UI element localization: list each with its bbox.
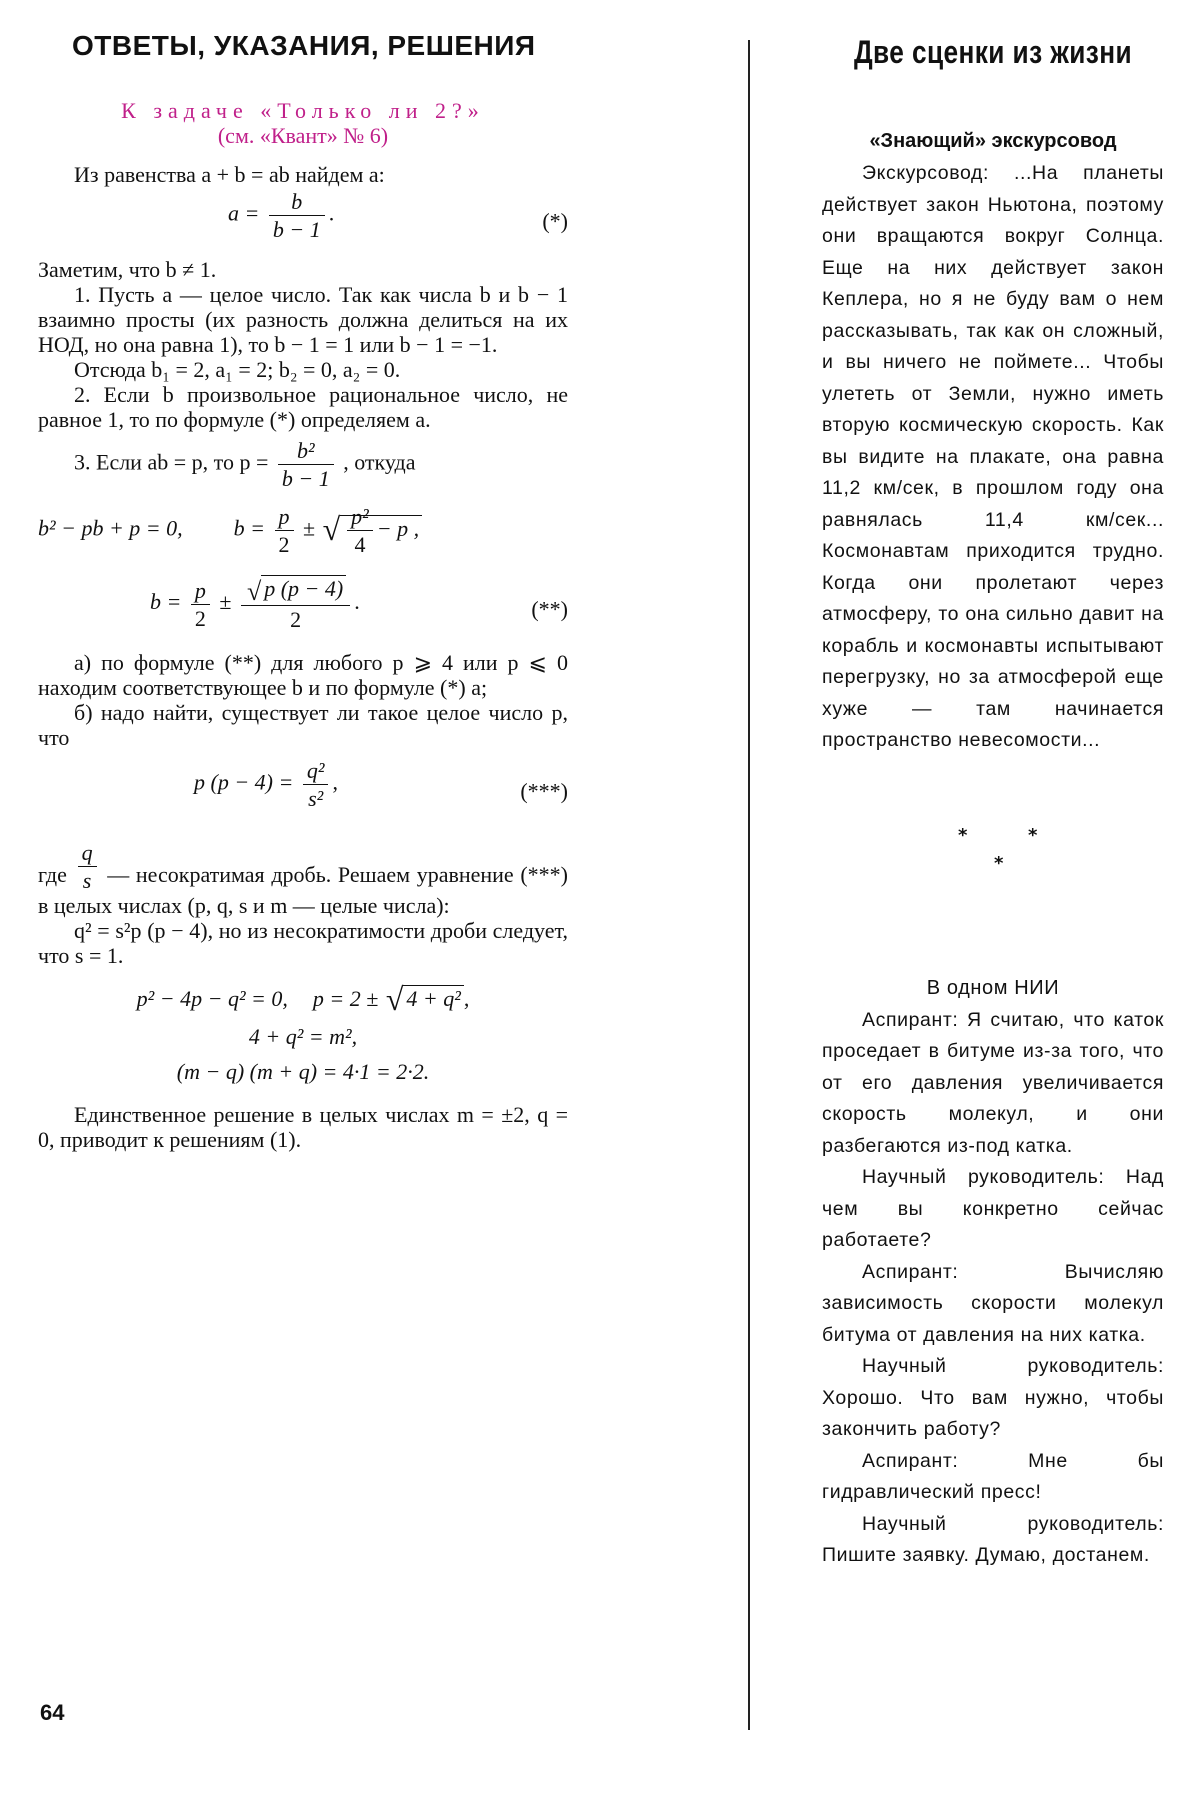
equation-star: [38, 189, 568, 253]
eq-quad-radicand: [340, 504, 422, 557]
eq-quad-pm: ±: [303, 515, 316, 541]
equation-p: [38, 438, 568, 498]
sqrt-icon: √: [385, 981, 404, 1017]
eq-line2: 4 + q² = m²,: [248, 1024, 358, 1049]
eq-quad-b: b =: [233, 515, 265, 541]
eq-line1-a: p² − 4p − q² = 0,: [136, 986, 288, 1011]
equation-triple-star: [38, 758, 568, 824]
paragraph-2: 2. Если b произвольное рациональное число, не равное 1, то по формуле (*) определяем a.: [38, 382, 568, 432]
problem-reference-source: (см. «Квант» № 6): [217, 123, 389, 148]
equation-quadratic: [38, 504, 568, 572]
final-paragraph: Единственное решение в целых числах m = ±2, q = 0, приводит к решениям (1).: [38, 1102, 568, 1152]
sketches-title: Две сценки из жизни: [853, 34, 1133, 70]
eq-dstar-tag: (**): [531, 596, 568, 622]
section-separator: [822, 825, 1164, 889]
eq-p-pre: 3. Если ab = p, то p =: [74, 449, 269, 475]
star-icon: *: [958, 824, 968, 846]
eq-dstar-tail: .: [354, 589, 360, 615]
eq-quad-numerator: p: [275, 504, 294, 531]
where-fraction: [78, 840, 97, 893]
sqrt-icon: √: [246, 577, 262, 606]
star-icon: *: [1028, 824, 1038, 846]
equation-line-1: [38, 978, 568, 1020]
sketch-2-line: Аспирант: Я считаю, что каток проседает в битуме из-за того, что от его давления увеличивается скорость молекул, и они разбегаются из-под катка.: [822, 1008, 1164, 1157]
eq-star-tag: (*): [542, 208, 568, 234]
eq-dstar-denominator-2: 2: [290, 607, 302, 632]
eq-tstar-tail: ,: [332, 769, 338, 795]
eq-p-denominator: b − 1: [281, 466, 330, 491]
eq-dstar-radicand: p (p − 4): [261, 575, 346, 601]
sketch-1-heading: «Знающий» экскурсовод: [869, 130, 1117, 152]
eq-line1-b: p = 2 ±: [312, 986, 379, 1011]
eq-quad-rad-numerator: p²: [347, 504, 373, 531]
equation-double-star: [38, 576, 568, 642]
eq-dstar-numerator-1: p: [191, 578, 210, 605]
where-numerator: q: [78, 840, 97, 867]
eq-star-denominator: b − 1: [272, 217, 321, 242]
star-icon: *: [994, 852, 1004, 874]
where-paragraph: [38, 840, 568, 968]
eq-line3: (m − q) (m + q) = 4·1 = 2·2.: [176, 1059, 430, 1084]
sketch-2-line: Научный руководитель: Хорошо. Что вам нужно, чтобы закончить работу?: [822, 1355, 1164, 1440]
sketch-2-line: Аспирант: Мне бы гидравлический пресс!: [822, 1449, 1164, 1503]
eq-quad-rad-fraction: [347, 504, 373, 557]
eq-quad-denominator: 2: [278, 532, 290, 557]
answers-column: [38, 30, 568, 1152]
eq-line1-radicand: 4 + q²: [403, 985, 463, 1011]
eq-quad-lhs: b² − pb + p = 0,: [38, 515, 183, 541]
eq-quad-rad-tail: − p ,: [376, 515, 420, 541]
problem-reference: [38, 98, 568, 148]
eq-tstar-fraction: [303, 758, 329, 811]
eq-star-fraction: [269, 189, 325, 242]
eq-quad-rad-denominator: 4: [354, 532, 366, 557]
eq-line1-d: ,: [463, 986, 470, 1011]
equation-line-2: [38, 1020, 568, 1054]
paragraph-b: б) надо найти, существует ли такое целое число p, что: [38, 700, 568, 750]
eq-p-post: , откуда: [343, 449, 416, 475]
eq-tstar-tag: (***): [520, 778, 568, 804]
eq-p-numerator: b²: [278, 438, 334, 465]
sketches-column: [822, 30, 1164, 1572]
intro-text: Из равенства a + b = ab найдем a:: [74, 162, 385, 187]
eq-tstar-denominator: s²: [308, 786, 324, 811]
eq-tstar-numerator: q²: [303, 758, 329, 785]
where-pre: где: [38, 862, 67, 887]
eq-dstar-fraction-2: [241, 576, 350, 632]
eq-p-fraction: [278, 438, 334, 491]
sqrt-icon: √: [322, 510, 341, 547]
eq-dstar-lhs: b =: [150, 589, 182, 615]
eq-dstar-fraction-1: [191, 578, 210, 631]
section-header: ОТВЕТЫ, УКАЗАНИЯ, РЕШЕНИЯ: [72, 30, 536, 61]
sketch-2-line: Научный руководитель: Над чем вы конкретно сейчас работаете?: [822, 1166, 1164, 1251]
column-divider: [748, 40, 750, 1730]
eq-star-numerator: b: [269, 189, 325, 216]
paragraph-1: 1. Пусть a — целое число. Так как числа b и b − 1 взаимно просты (их разность должна делиться на их НОД, но она равна 1), то b − 1 = 1 или b − 1 = −1.: [38, 282, 568, 357]
paragraph-1b: Отсюда b₁ = 2, a₁ = 2; b₂ = 0, a₂ = 0.: [74, 357, 401, 382]
sketch-1-text: Экскурсовод: ...На планеты действует закон Ньютона, поэтому они вращаются вокруг Солнца. Еще на них действует закон Кеплера, но я не буду вам о нем рассказывать, так как он сложный, и вы ничего не поймете... Чтобы улететь от Земли, нужно иметь вторую космическую скорость. Как вы видите на плакате, она равна 11,2 км/сек, в прошлом году она равнялась 11,4 км/сек... Космонавтам приходится трудно. Когда они пролетают через атмосферу, то она сильно давит на корабль и космонавты испытывают перегрузку, но за атмосферой еще хуже — там начинается пространство невесомости...: [822, 162, 1164, 751]
sketch-2-line: Научный руководитель: Пишите заявку. Думаю, достанем.: [822, 1512, 1164, 1566]
note-text: Заметим, что b ≠ 1.: [38, 257, 217, 282]
paragraph-4: q² = s²p (p − 4), но из несократимости дроби следует, что s = 1.: [38, 918, 568, 968]
sketch-2-heading: В одном НИИ: [926, 976, 1060, 999]
eq-dstar-pm: ±: [219, 589, 232, 615]
eq-star-tail: .: [328, 200, 335, 226]
where-denominator: s: [82, 868, 92, 893]
page-number: 64: [40, 1700, 65, 1725]
eq-dstar-numerator-2: [241, 576, 350, 606]
eq-dstar-denominator-1: 2: [194, 605, 206, 631]
eq-tstar-lhs: p (p − 4) =: [194, 769, 294, 795]
eq-star-lhs: a =: [228, 200, 260, 226]
problem-reference-title: К задаче «Только ли 2?»: [121, 98, 485, 123]
sketch-2-line: Аспирант: Вычисляю зависимость скорости молекул битума от давления на них катка.: [822, 1260, 1164, 1346]
eq-quad-fraction: [275, 504, 294, 557]
where-post: — несократимая дробь. Решаем уравнение (***) в целых числах (p, q, s и m — целые числа):: [38, 862, 569, 918]
equation-line-3: [38, 1054, 568, 1090]
paragraph-a: а) по формуле (**) для любого p ⩾ 4 или p ⩽ 0 находим соответствующее b и по формуле (*) a;: [38, 650, 568, 700]
